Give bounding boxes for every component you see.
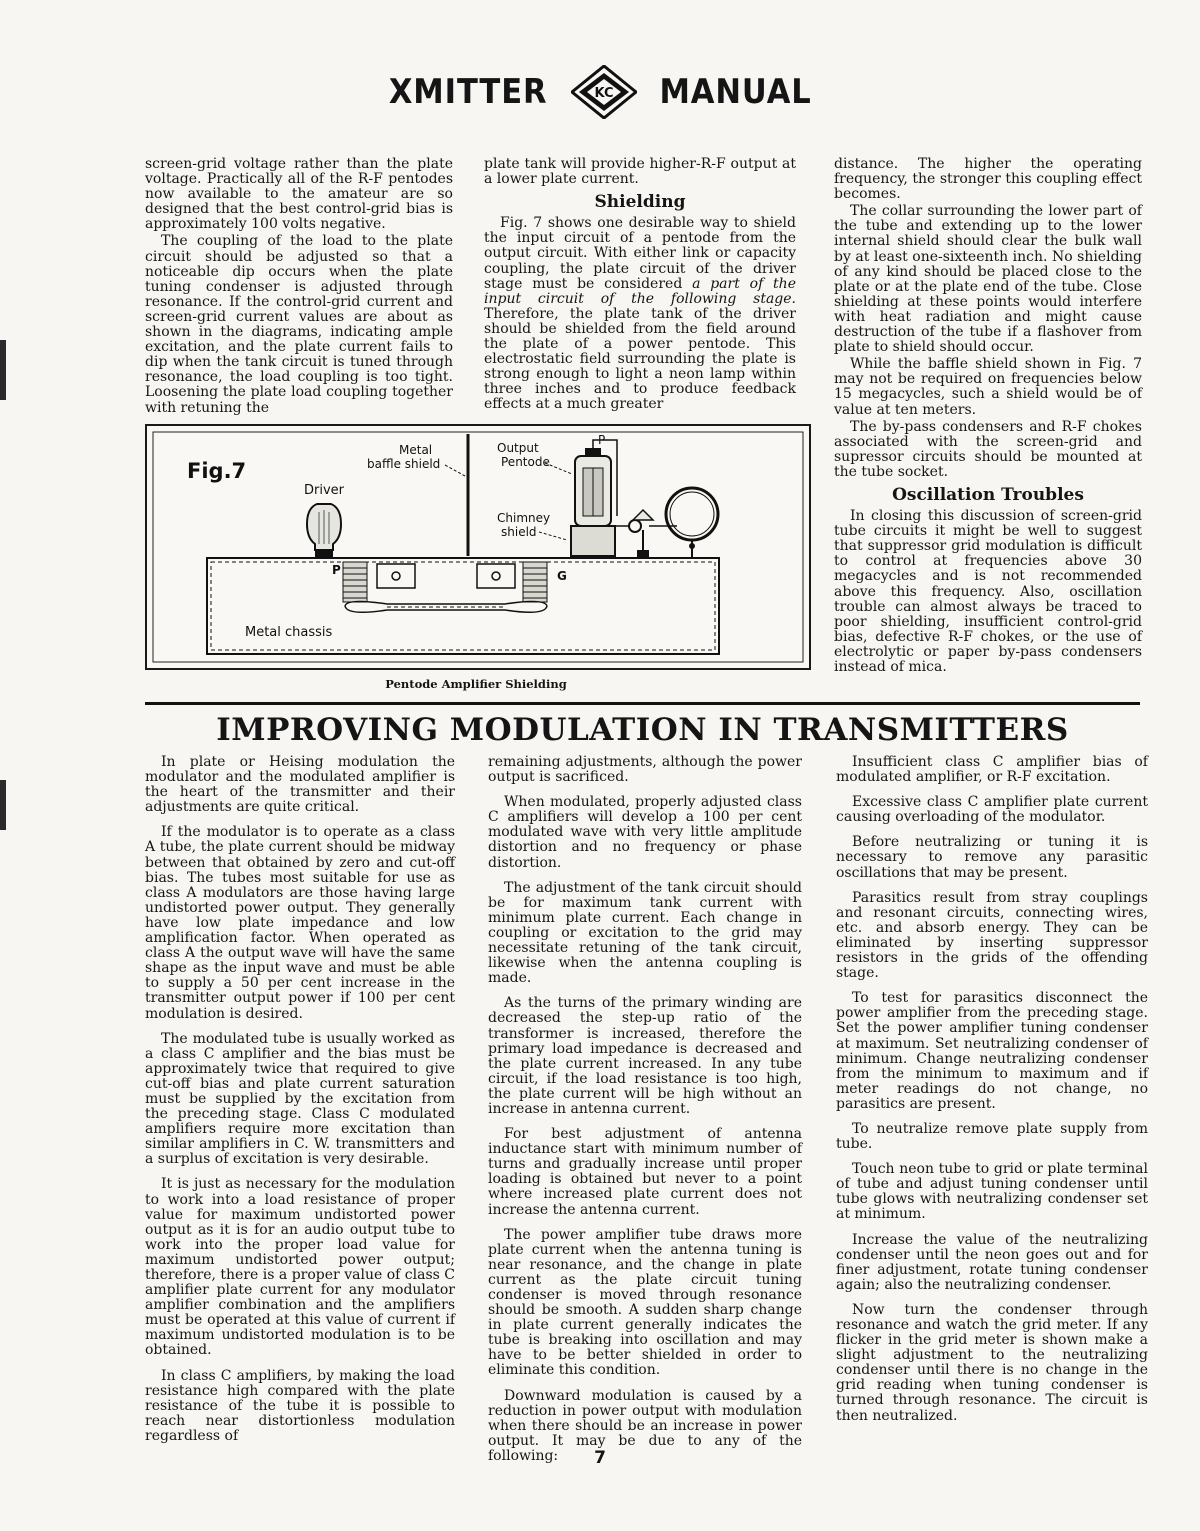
driver-condenser [377, 564, 415, 588]
paragraph: plate tank will provide higher-R-F output at a lower plate current. [484, 156, 796, 188]
paragraph: When modulated, properly adjusted class C amplifiers will develop a 100 per cent modulated wave with very little amplitude distortion and no frequency or phase distortion. [488, 794, 802, 871]
pentode-grid-condenser [477, 564, 515, 588]
chimney-shield-label: shield [501, 525, 537, 539]
paragraph: Touch neon tube to grid or plate terminal of tube and adjust tuning condenser until tube glows with neutralizing condenser set at minimum. [836, 1161, 1148, 1223]
paragraph: The adjustment of the tank circuit should be for maximum tank current with minimum plate current. Each change in coupling or excitation to the grid may necessitate retuning of the tank circuit, likewise when the antenna coupling is made. [488, 879, 802, 987]
chimney-label: Chimney [497, 511, 551, 525]
top-column-3 [834, 157, 1142, 675]
pointer-line [539, 532, 567, 540]
paragraph: In class C amplifiers, by making the load resistance high compared with the plate resistance of the tube it is possible to reach near distortionless modulation regardless of [145, 1367, 455, 1444]
condenser-base [637, 550, 649, 558]
section-heading-shielding: Shielding [594, 192, 686, 213]
paragraph: If the modulator is to operate as a class A tube, the plate current should be midway between that obtained by zero and cut-off bias. The tubes most suitable for use as class A modulators are those having large undistorted power output. They generally have low plate impedance and low amplification factor. When operated as class A the output wave will have the same shape as the input wave and must be able to supply a 50 per cent increase in the transmitter output power if 100 per cent modulation is desired. [145, 824, 455, 1022]
driver-label: Driver [304, 483, 345, 498]
section-heading-oscillation: Oscillation Troubles [892, 484, 1084, 505]
condenser-top [633, 510, 653, 520]
modulation-column-2 [488, 755, 802, 1464]
binding-mark [0, 780, 6, 830]
section-title: IMPROVING MODULATION IN TRANSMITTERS [216, 712, 1069, 748]
text-run: Therefore, the plate tank of the driver should be shielded from the field around the plate of a power pentode. This electrostatic field surrounding the plate is strong enough to light a neon lamp within three inches and to produce feedback effects at a much greater [484, 305, 796, 413]
page-header [0, 62, 1200, 122]
text-run: Fig. 7 shows one desirable way to shield the input circuit of a pentode from the output circuit. With either link or capacity coupling, the plate circuit of the driver stage must be considered [484, 215, 796, 292]
chassis-label: Metal chassis [245, 625, 333, 640]
paragraph: Increase the value of the neutralizing condenser until the neon goes out and for finer adjustment, rotate tuning condenser again; also the neutralizing condenser. [836, 1231, 1148, 1293]
paragraph: In plate or Heising modulation the modulator and the modulated amplifier is the heart of the transmitter and their adjustments are quite critical. [145, 754, 455, 816]
modulation-column-3 [836, 755, 1148, 1424]
coil-inner-ring [670, 492, 714, 536]
paragraph: remaining adjustments, although the power output is sacrificed. [488, 754, 802, 786]
page-number: 7 [594, 1448, 606, 1468]
header-right-word: MANUAL [659, 72, 812, 112]
top-column-1 [145, 157, 453, 416]
paragraph: It is just as necessary for the modulation to work into a load resistance of proper value for maximum undistorted power output as it is for an audio output tube to work into the proper load value for maximum undistorted power output; therefore, there is a proper value of class C amplifier plate current for any modulator amplifier combination and the amplifiers must be operated at this value of current if maximum undistorted modulation is to be obtained. [145, 1176, 455, 1359]
pentode-shielding-diagram [147, 426, 809, 668]
paragraph: Downward modulation is caused by a reduction in power output with modulation when there should be an increase in power output. It may be due to any of the following: [488, 1387, 802, 1464]
condenser-shaft-icon [392, 572, 400, 580]
paragraph: While the baffle shield shown in Fig. 7 may not be required on frequencies below 15 megacycles, such a shield would be of value at ten meters. [834, 356, 1142, 418]
paragraph: The coupling of the load to the plate circuit should be adjusted so that a noticeable dip occurs when the plate tuning condenser is adjusted through resonance. If the control-grid current and screen-grid current values are about as shown in the diagrams, indicating ample excitation, and the plate current fails to dip when the tank circuit is tuned through resonance, the load coupling is too tight. Loosening the plate load coupling together with retuning the [145, 233, 453, 416]
paragraph: screen-grid voltage rather than the plate voltage. Practically all of the R-F pentodes now available to the amateur are so designed that the best control-grid bias is approximately 100 volts negative. [145, 156, 453, 233]
top-column-2 [484, 157, 796, 413]
modulation-column-1 [145, 755, 455, 1444]
pentode-label: Pentode [501, 455, 550, 469]
paragraph: Parasitics result from stray couplings and resonant circuits, connecting wires, etc. and absorb energy. They can be eliminated by inserting suppressor resistors in the grids of the offending stage. [836, 889, 1148, 982]
plate-tank-coil [666, 488, 718, 540]
paragraph: To neutralize remove plate supply from tube. [836, 1120, 1148, 1153]
paragraph: The collar surrounding the lower part of the tube and extending up to the lower internal shield should clear the bulk wall by at least one-sixteenth inch. No shielding of any kind should be placed close to the plate or at the plate end of the tube. Close shielding at these points would interfere with heat radiation and might cause destruction of the tube if a flashover from plate to shield should occur. [834, 203, 1142, 356]
paragraph: To test for parasitics disconnect the power amplifier from the preceding stage. Set the power amplifier tuning condenser at maximum. Set neutralizing condenser of minimum. Change neutralizing condenser from the minimum to maximum and if meter readings do not change, no parasitics are present. [836, 990, 1148, 1112]
paragraph: The power amplifier tube draws more plate current when the antenna tuning is near resonance, and the change in plate current as the plate circuit tuning condenser is moved through resonance should be smooth. A sudden sharp change in plate current generally indicates the tube is breaking into oscillation and may have to be better shielded in order to eliminate this condition. [488, 1226, 802, 1379]
paragraph: As the turns of the primary winding are decreased the step-up ratio of the transformer is increased, therefore the primary load impedance is decreased and the plate current increased. In any tube circuit, if the load resistance is too high, the plate current will be high without an increase in antenna current. [488, 995, 802, 1117]
paragraph: For best adjustment of antenna inductance start with minimum number of turns and gradually increase until proper loading is obtained but never to a point where increased plate current does not increase the antenna current. [488, 1126, 802, 1218]
logo-letters: KC [594, 86, 614, 101]
paragraph: The modulated tube is usually worked as a class C amplifier and the bias must be approximately twice that required to give cut-off bias and plate current saturation must be supplied by the excitation from the preceding stage. Class C modulated amplifiers require more excitation than similar amplifiers in C. W. transmitters and a surplus of excitation is very desirable. [145, 1030, 455, 1168]
paragraph: In closing this discussion of screen-grid tube circuits it might be well to suggest that suppressor grid modulation is difficult to control at frequencies above 30 megacycles and is not recommended above this frequency. Also, oscillation trouble can almost always be traced to poor shielding, insufficient control-grid bias, defective R-F chokes, or the use of electrolytic or paper by-pass condensers instead of mica. [834, 508, 1142, 675]
paragraph: distance. The higher the operating frequency, the stronger this coupling effect becomes. [834, 156, 1142, 203]
paragraph: The by-pass condensers and R-F chokes associated with the screen-grid and supressor circuits should be mounted at the tube socket. [834, 418, 1142, 480]
pointer-line [445, 465, 465, 476]
grid-label: G [557, 569, 567, 583]
figure-caption: Pentode Amplifier Shielding [385, 677, 567, 691]
chimney-shield [571, 526, 615, 556]
paragraph: Insufficient class C amplifier bias of modulated amplifier, or R-F excitation. [836, 754, 1148, 786]
section-divider [145, 702, 1140, 705]
figure-label: Fig.7 [187, 459, 247, 483]
baffle-label-metal: Metal [399, 443, 433, 457]
paragraph: Excessive class C amplifier plate current causing overloading of the modulator. [836, 794, 1148, 826]
neutralizing-condenser-icon [629, 520, 641, 532]
header-left-word: XMITTER [389, 72, 548, 112]
figure-7 [145, 424, 811, 670]
emphasis-text: a part of the input circuit of the following stage. [484, 275, 796, 307]
paragraph: Now turn the condenser through resonance and watch the grid meter. If any flicker in the grid meter is shown make a slight adjustment to the neutralizing condenser until there is no change in the grid reading when tuning condenser is turned through resonance. The circuit is then neutralized. [836, 1301, 1148, 1424]
binding-mark [0, 340, 6, 400]
plate-cap [585, 448, 601, 456]
coil-mount [689, 543, 695, 549]
baffle-label-shield: baffle shield [367, 457, 441, 471]
driver-plate-label: P [332, 563, 341, 577]
diamond-logo-icon [571, 65, 637, 119]
condenser-shaft-icon [492, 572, 500, 580]
paragraph [484, 216, 796, 412]
output-label: Output [497, 441, 539, 455]
paragraph: Before neutralizing or tuning it is necessary to remove any parasitic oscillations that may be present. [836, 834, 1148, 881]
driver-socket [315, 550, 333, 558]
pentode-plate-label: P [598, 433, 606, 447]
